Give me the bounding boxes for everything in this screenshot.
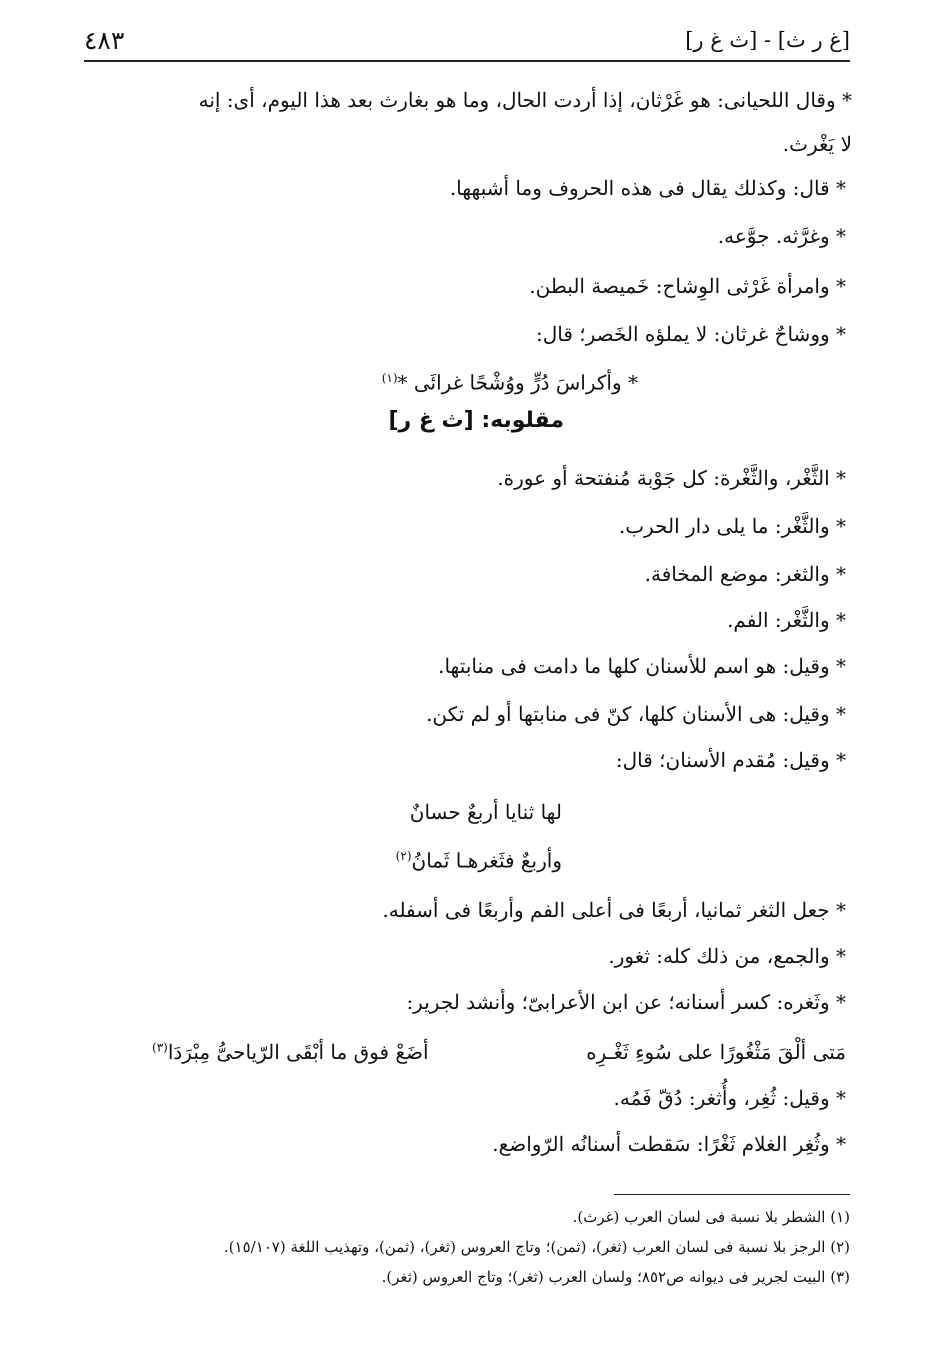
- body-line: * وقيل: هى الأسنان كلها، كنّ فى منابتها أو لم تكن.: [426, 702, 846, 726]
- body-line: * وقيل: مُقدم الأسنان؛ قال:: [615, 748, 846, 772]
- body-line: * وقيل: ثُغِر، وأُثغر: دُقّ فَمُه.: [613, 1086, 846, 1110]
- body-line: * والثَّغْر: ما يلى دار الحرب.: [618, 514, 846, 538]
- body-line: * وغرَّثه. جوَّعه.: [717, 224, 846, 248]
- verse-hemistich-first: مَتى ألْقَ مَثْغُورًا على سُوءِ ثَغْـرِه: [586, 1040, 846, 1064]
- rajaz-text: وأربعٌ فثَغرهـا ثَمانُ: [411, 848, 562, 873]
- rajaz-line: لها ثنايا أربعٌ حسانٌ: [409, 800, 562, 824]
- footnote: (١) الشطر بلا نسبة فى لسان العرب (غرث).: [572, 1208, 850, 1226]
- rajaz-line: [396, 842, 562, 875]
- body-line: * وقال اللحيانى: هو غَرْثان، إذا أردت الحال، وما هو بغارث بعد هذا اليوم، أى: إنه: [198, 88, 852, 112]
- verse-text: * وأكراسَ دُرٍّ ووُشْحًا غرائَى *: [397, 370, 638, 395]
- page-number: ٤٨٣: [84, 26, 125, 55]
- running-header: [84, 28, 850, 58]
- verse-hemistich-second: [152, 1040, 429, 1064]
- body-line: * وامرأة غَرْثى الوِشاح: خَميصة البطن.: [529, 274, 846, 298]
- header-rule: [84, 60, 850, 62]
- body-line: * جعل الثغر ثمانيا، أربعًا فى أعلى الفم وأربعًا فى أسفله.: [382, 898, 846, 922]
- footnote-rule: [614, 1194, 850, 1195]
- footnote: (٢) الرجز بلا نسبة فى لسان العرب (ثغر)، (ثمن)؛ وتاج العروس (ثغر)، (ثمن)، وتهذيب اللغة (١٥/١٠٧).: [223, 1238, 850, 1256]
- header-title: [غ ر ث] - [ث غ ر]: [685, 28, 850, 52]
- footnote-marker: (١): [381, 371, 398, 385]
- body-line: * وثُغِر الغلام ثَغْرًا: سَقطت أسنانُه الرّواضع.: [492, 1132, 846, 1156]
- body-line: * وثَغره: كسر أسنانه؛ عن ابن الأعرابىّ؛ وأنشد لجرير:: [406, 990, 846, 1014]
- body-line: * والثَّغْر: الفم.: [727, 608, 846, 632]
- body-line: * والجمع، من ذلك كله: ثغور.: [608, 944, 846, 968]
- body-line: * قال: وكذلك يقال فى هذه الحروف وما أشبهها.: [449, 176, 846, 200]
- body-line: * والثغر: موضع المخافة.: [644, 562, 846, 586]
- body-line: لا يَغْرث.: [782, 132, 852, 156]
- body-line: * الثَّغْر، والثَّغْرة: كل جَوْبة مُنفتحة أو عورة.: [497, 466, 846, 490]
- verse-line: [382, 364, 638, 397]
- footnote: (٣) البيت لجرير فى ديوانه ص٨٥٢؛ ولسان العرب (ثغر)؛ وتاج العروس (ثغر).: [381, 1268, 850, 1286]
- verse-hemistich-second-text: أضَعْ فوق ما أبْقَى الرّياحىُّ مِبْرَدَا: [167, 1040, 429, 1064]
- body-line: * وقيل: هو اسم للأسنان كلها ما دامت فى منابتها.: [438, 654, 846, 678]
- section-heading: مقلوبه: [ث غ ر]: [388, 408, 564, 433]
- body-line: * ووشاحٌ غرثان: لا يملؤه الخَصر؛ قال:: [536, 322, 846, 346]
- footnote-marker: (٢): [395, 849, 412, 863]
- footnote-marker: (٣): [152, 1040, 168, 1055]
